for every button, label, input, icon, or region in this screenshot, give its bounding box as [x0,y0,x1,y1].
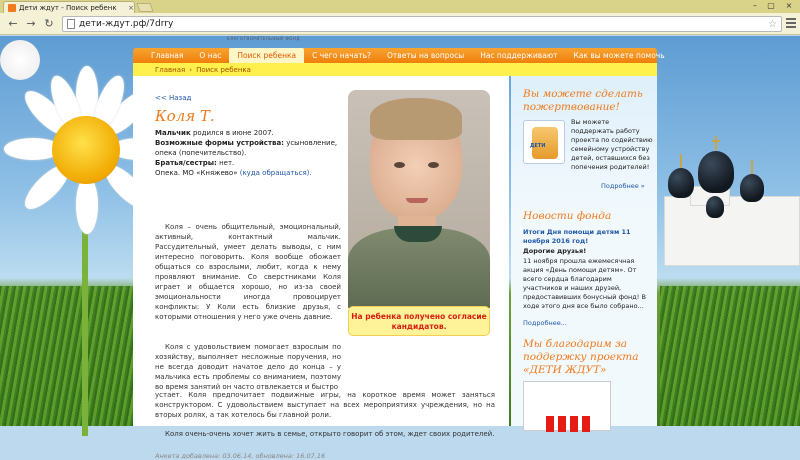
child-photo [348,90,490,302]
forms-label: Возможные формы устройства: [155,139,284,147]
nav-item-faq[interactable]: Ответы на вопросы [387,51,465,60]
profile-dates: Анкета добавлена: 03.06.14, обновлена: 16.07.16 [155,452,326,460]
banner-subtitle: БЛАГОТВОРИТЕЛЬНЫЙ ФОНД [227,36,301,41]
breadcrumb-home-link[interactable]: Главная [155,65,186,74]
donate-heading[interactable]: Вы можете сделать пожертвование! [523,88,643,113]
custody-text: Опека. МО «Княжево» [155,169,240,177]
description-paragraph-2: Коля с удовольствием помогает взрослым по хозяйству, выполняет несложные поручения, но не всегда доводит начатое дело до конца – у мальчика есть проблемы со вниманием, поэтому во время занятий он часто отвлекается и быстро [155,343,341,391]
gender-label: Мальчик [155,129,191,137]
donation-logo-text: ДЕТИ [530,143,546,149]
siblings-label: Братья/сестры: [155,159,217,167]
site-banner [133,36,657,48]
grass-right-decoration [660,286,800,426]
news-heading: Новости фонда [523,210,612,222]
window-close-icon[interactable]: × [785,1,793,10]
maximize-icon[interactable]: ▢ [767,1,775,10]
tab-close-icon[interactable]: × [128,3,134,12]
nav-item-about[interactable]: О нас [199,51,222,60]
news-more-link[interactable]: Подробнее... [523,319,567,327]
news-greeting: Дорогие друзья! [523,247,587,255]
description-paragraph-4: Коля очень-очень хочет жить в семье, открыто говорит об этом, ждет своих родителей. [165,430,495,438]
news-item-text: 11 ноября прошла ежемесячная акция «День помощи детям». От всего сердца благодарим участников и наших друзей, предоставивших бонусный фонд! В ходе этого дня все было собрано... [523,257,646,310]
child-facts [155,128,341,178]
custody-contact-link[interactable]: (куда обращаться). [239,169,312,177]
back-link[interactable]: << Назад [155,94,192,102]
tab-title: Дети ждут - Поиск ребенк [19,3,117,12]
nav-item-where-to-start[interactable]: С чего начать? [312,51,372,60]
donation-jar-icon[interactable] [523,120,565,164]
nav-item-supporters[interactable]: Нас поддерживают [480,51,558,60]
donate-text: Вы можете поддержать работу проекта по содействию семейному устройству детей, оставшихся без попечения родителей! [571,118,653,171]
browser-menu-icon[interactable] [786,18,796,30]
breadcrumb [133,63,657,76]
child-profile [133,76,509,460]
site-favicon-icon [8,4,16,12]
bookmark-star-icon[interactable]: ☆ [768,18,777,30]
siblings-value: нет. [216,159,235,167]
news-item-title[interactable]: Итоги Дня помощи детям 11 ноября 2016 год! [523,228,631,245]
address-bar[interactable] [62,16,782,32]
partner-logo-icon[interactable] [523,381,611,431]
page-icon [67,19,75,29]
nav-item-home[interactable]: Главная [151,51,184,60]
child-name: Коля Т. [155,107,215,125]
minimize-icon[interactable]: – [753,1,757,10]
main-navigation [133,48,665,63]
browser-tab[interactable] [3,1,135,13]
back-arrow-icon[interactable]: ← [8,17,18,30]
reload-icon[interactable]: ↻ [44,17,54,30]
born-text: родился в июне 2007. [190,129,274,137]
thanks-heading: Мы благодарим за поддержку проекта «ДЕТИ ЖДУТ» [523,338,639,376]
browser-toolbar [0,13,800,35]
description-paragraph-1: Коля – очень общительный, эмоциональный, активный, контактный мальчик. Рассудительный, умеет делать выводы, с ним интересно поговорить. Коля вообще обожает общаться со взрослыми, любит, когда к нему проявляют внимание. Со сверстниками Коля играет и общается хорошо, но из-за своей эмоциональности иногда провоцирует конфликты: У Коли есть близкие друзья, с которыми отношения у него уже очень давние. [155,223,341,321]
description-paragraph-3: устает. Коля предпочитает подвижные игры, на короткое время может заняться конструктором. С удовольствием выступает на всех мероприятиях учреждения, но на вторых ролях, а так хотелось бы главной роли. [155,391,495,419]
consent-notice: На ребенка получено согласие кандидатов. [348,306,490,336]
nav-item-child-search[interactable]: Поиск ребенка [229,48,304,63]
breadcrumb-separator: › [189,65,193,74]
sidebar [511,76,657,426]
breadcrumb-current: Поиск ребенка [196,65,251,74]
url-text[interactable]: дети-ждут.рф/7drry [79,19,174,29]
forward-arrow-icon[interactable]: → [26,17,36,30]
new-tab-button[interactable] [136,3,153,12]
nav-item-how-to-help[interactable]: Как вы можете помочь [573,51,665,60]
donate-more-link[interactable]: Подробнее » [601,182,645,190]
grass-left-decoration [0,286,140,426]
forms-value: усыновление, опека (попечительство). [155,139,338,157]
window-titlebar [0,0,800,13]
web-page [0,36,800,460]
